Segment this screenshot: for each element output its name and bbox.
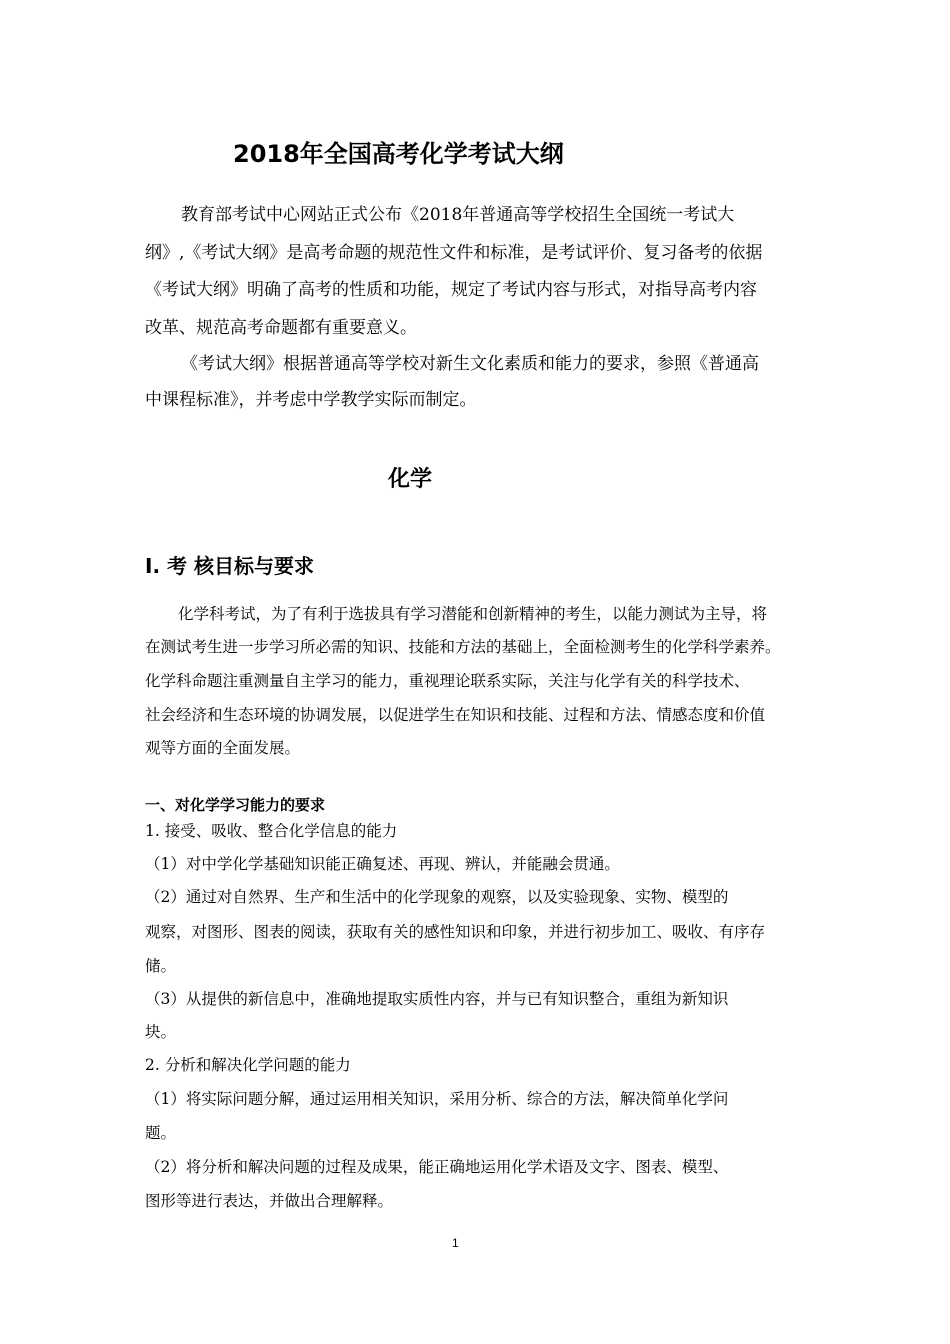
intro-line: 改革、规范高考命题都有重要意义。 — [145, 318, 417, 338]
list-line: 观察，对图形、图表的阅读，获取有关的感性知识和印象，并进行初步加工、吸收、有序存 — [145, 923, 766, 941]
body-line: 观等方面的全面发展。 — [145, 739, 301, 757]
list-line: （2）通过对自然界、生产和生活中的化学现象的观察，以及实验现象、实物、模型的 — [145, 888, 729, 906]
intro-line: 《考试大纲》明确了高考的性质和功能，规定了考试内容与形式，对指导高考内容 — [145, 280, 757, 300]
list-line: 块。 — [145, 1023, 177, 1041]
body-line: 社会经济和生态环境的协调发展，以促进学生在知识和技能、过程和方法、情感态度和价值 — [145, 706, 766, 724]
subject-title: 化学 — [388, 467, 433, 492]
body-line: 在测试考生进一步学习所必需的知识、技能和方法的基础上，全面检测考生的化学科学素养。 — [145, 638, 781, 656]
intro-line: 纲》,《考试大纲》是高考命题的规范性文件和标准，是考试评价、复习备考的依据 — [145, 243, 763, 263]
document-title: 2018年全国高考化学考试大纲 — [233, 140, 564, 168]
page-number: 1 — [452, 1236, 459, 1250]
intro-line: 教育部考试中心网站正式公布《2018年普通高等学校招生全国统一考试大 — [181, 205, 735, 225]
list-line: 2. 分析和解决化学问题的能力 — [145, 1056, 351, 1074]
body-line: 化学科考试，为了有利于选拔具有学习潜能和创新精神的考生，以能力测试为主导，将 — [178, 605, 768, 623]
list-line: 1. 接受、吸收、整合化学信息的能力 — [145, 822, 398, 840]
list-line: 图形等进行表达，并做出合理解释。 — [145, 1192, 394, 1210]
section-heading: Ⅰ. 考 核目标与要求 — [145, 554, 314, 578]
list-line: （1）将实际问题分解，通过运用相关知识，采用分析、综合的方法，解决简单化学问 — [145, 1090, 729, 1108]
list-line: （1）对中学化学基础知识能正确复述、再现、辨认，并能融会贯通。 — [145, 855, 620, 873]
intro-line: 《考试大纲》根据普通高等学校对新生文化素质和能力的要求，参照《普通高 — [181, 354, 759, 374]
list-line: （3）从提供的新信息中，准确地提取实质性内容，并与已有知识整合，重组为新知识 — [145, 990, 729, 1008]
list-line: 题。 — [145, 1124, 177, 1142]
list-line: （2）将分析和解决问题的过程及成果，能正确地运用化学术语及文字、图表、模型、 — [145, 1158, 729, 1176]
body-line: 化学科命题注重测量自主学习的能力，重视理论联系实际，关注与化学有关的科学技术、 — [145, 672, 750, 690]
subsection-heading: 一、对化学学习能力的要求 — [145, 796, 326, 814]
intro-line: 中课程标准》，并考虑中学教学实际而制定。 — [145, 390, 477, 410]
list-line: 储。 — [145, 957, 177, 975]
